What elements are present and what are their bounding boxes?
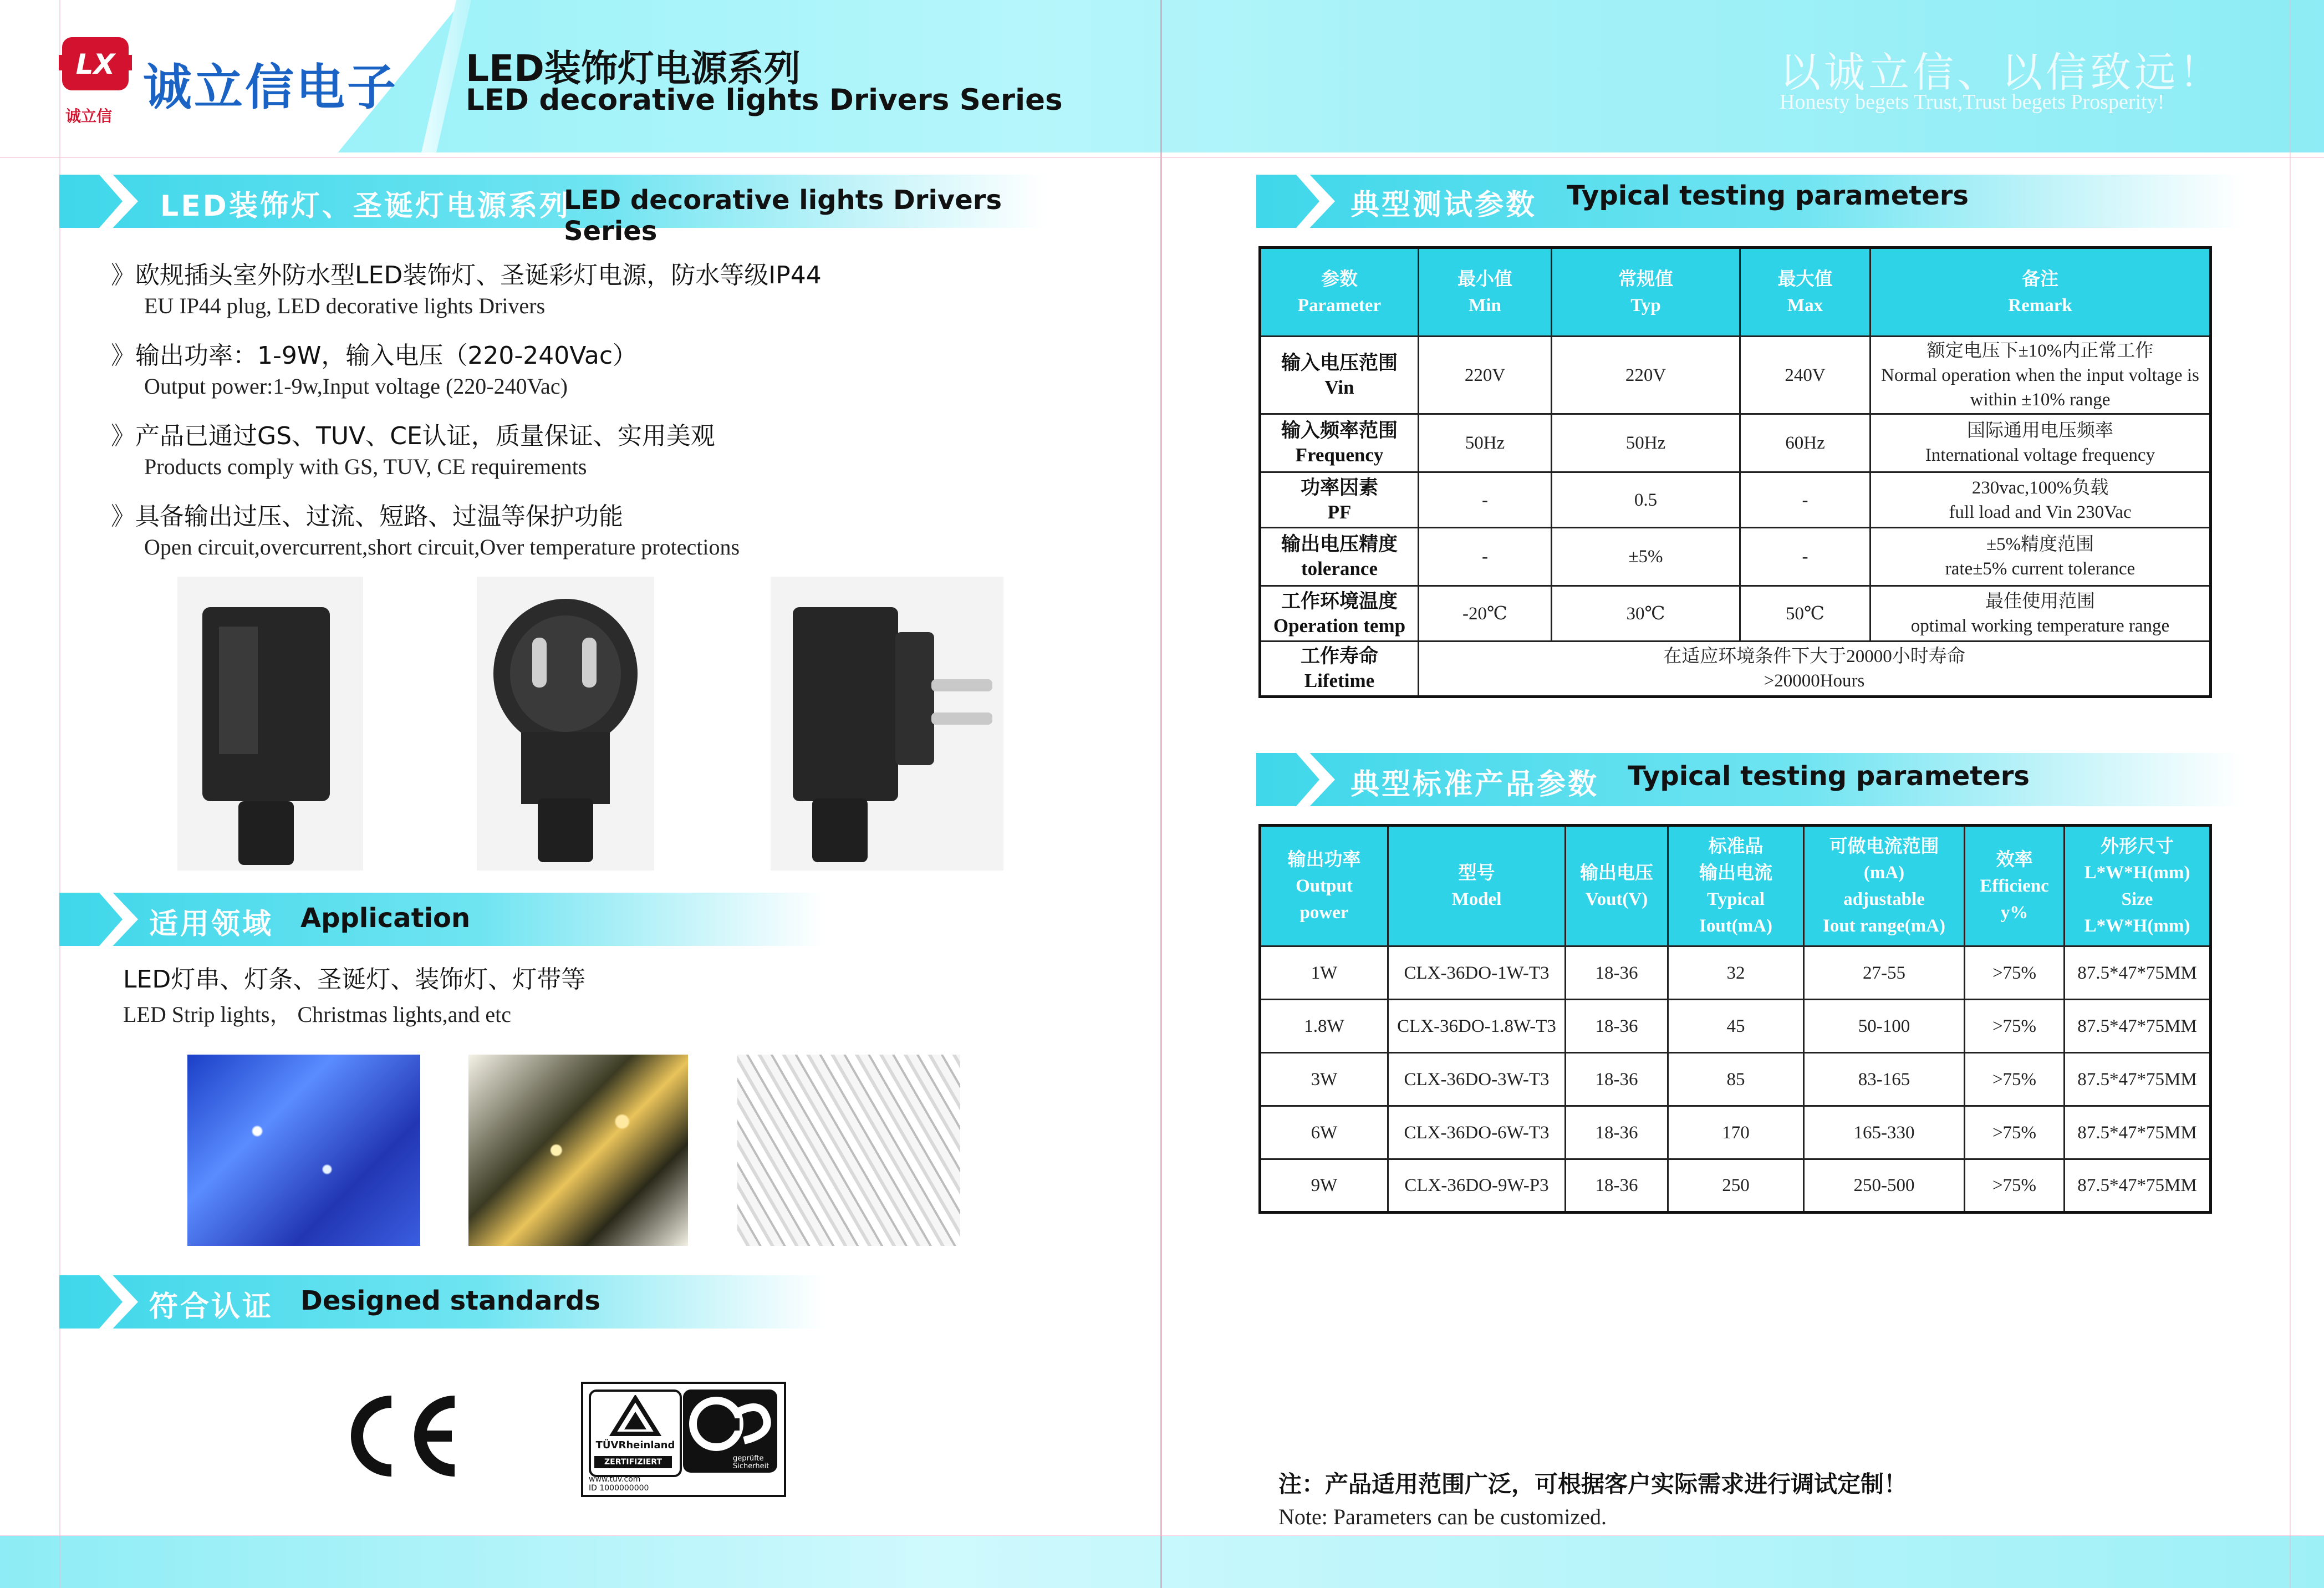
th-line: Efficienc	[1980, 876, 2049, 896]
th-line: 效率	[1996, 848, 2033, 870]
th-typ	[1552, 248, 1740, 337]
cell-model: CLX-36DO-3W-T3	[1388, 1053, 1566, 1106]
tuv-cert: ZERTIFIZIERT	[594, 1456, 672, 1468]
cell-vout: 18-36	[1566, 1000, 1668, 1053]
th-line: 输出电流	[1699, 862, 1772, 883]
th-en: Remark	[2008, 296, 2072, 315]
chevron-right-icon	[99, 1275, 138, 1329]
th-output-power	[1260, 826, 1388, 946]
remark-cn: 国际通用电压频率	[1967, 421, 2113, 441]
cell-max: 50℃	[1740, 586, 1871, 642]
feature-cn: 》输出功率：1-9W，输入电压（220-240Vac）	[111, 342, 638, 370]
section-title-cn: 典型测试参数	[1350, 189, 1537, 222]
remark-en: Normal operation when the input voltage is within ±10% range	[1881, 365, 2199, 410]
th-line: Model	[1451, 889, 1502, 909]
feature-en: Products comply with GS, TUV, CE requirements	[144, 454, 587, 479]
cell-min: -20℃	[1419, 586, 1552, 642]
cell-size: 87.5*47*75MM	[2065, 1106, 2211, 1159]
brand-name: 诚立信电子	[143, 59, 399, 116]
cell-model: CLX-36DO-6W-T3	[1388, 1106, 1566, 1159]
th-line: y%	[2000, 903, 2029, 923]
param-cn: 输入电压范围	[1281, 352, 1398, 374]
tuv-brand: TÜVRheinland	[595, 1439, 675, 1451]
tuv-id: ID 1000000000	[589, 1484, 649, 1493]
cell-eff: >75%	[1965, 1159, 2065, 1213]
table-row	[1260, 1106, 2211, 1159]
footer-band	[0, 1536, 2324, 1588]
cell-iout: 250	[1668, 1159, 1804, 1213]
table-row-lifetime	[1260, 642, 2211, 697]
cell-vout: 18-36	[1566, 1159, 1668, 1213]
remark-cn: 最佳使用范围	[1985, 591, 2095, 612]
product-photo-side	[771, 577, 1003, 871]
feature-cn: 》欧规插头室外防水型LED装饰灯、圣诞彩灯电源，防水等级IP44	[111, 261, 822, 289]
th-cn: 最大值	[1777, 268, 1833, 289]
chevron-right-icon	[1296, 753, 1335, 806]
section-title-cn: 典型标准产品参数	[1350, 768, 1599, 801]
remark-en: optimal working temperature range	[1910, 615, 2170, 636]
th-line: Vout(V)	[1585, 889, 1648, 909]
section-title-cn: LED装饰灯、圣诞灯电源系列	[160, 190, 570, 223]
tuv-badge	[589, 1390, 682, 1477]
cell-range: 27-55	[1804, 946, 1965, 1000]
section-title-cn: 符合认证	[149, 1290, 274, 1324]
th-line: adjustable	[1843, 889, 1925, 909]
th-en: Max	[1787, 296, 1823, 315]
th-cn: 常规值	[1618, 268, 1673, 289]
page-spine	[1160, 0, 1162, 1588]
photo-warm-lights	[468, 1055, 688, 1246]
section-bar-standards	[59, 1275, 824, 1329]
trim-line-right	[2290, 0, 2291, 1588]
lifetime-cn: 在适应环境条件下大于20000小时寿命	[1663, 647, 1965, 666]
th-line: Output	[1296, 876, 1353, 896]
th-line: 输出功率	[1287, 848, 1361, 870]
section-title-en: LED decorative lights Drivers Series	[564, 185, 1002, 247]
remark-en: rate±5% current tolerance	[1945, 559, 2136, 579]
feature-en: Output power:1-9w,Input voltage (220-240Vac)	[144, 374, 568, 399]
feature-cn: 》产品已通过GS、TUV、CE认证，质量保证、实用美观	[111, 422, 715, 450]
th-min	[1419, 248, 1552, 337]
header-title-cn: LED装饰灯电源系列	[466, 47, 801, 90]
chevron-right-icon	[99, 893, 138, 946]
section-title-cn: 适用领域	[149, 908, 274, 941]
photo-white-lights	[737, 1055, 960, 1246]
remark-en: full load and Vin 230Vac	[1949, 502, 2132, 522]
trim-line-top	[0, 157, 2324, 158]
feature-en: Open circuit,overcurrent,short circuit,Over temperature protections	[144, 535, 740, 559]
cell-eff: >75%	[1965, 946, 2065, 1000]
cell-size: 87.5*47*75MM	[2065, 1159, 2211, 1213]
tuv-gs-mark-icon	[581, 1382, 786, 1497]
cell-size: 87.5*47*75MM	[2065, 1000, 2211, 1053]
cell-iout: 45	[1668, 1000, 1804, 1053]
th-cn: 最小值	[1457, 268, 1512, 289]
th-iout	[1668, 826, 1804, 946]
th-size	[2065, 826, 2211, 946]
table-row	[1260, 414, 2211, 472]
test-params-table	[1258, 246, 2212, 698]
cell-eff: >75%	[1965, 1053, 2065, 1106]
th-line: 外形尺寸	[2101, 835, 2174, 857]
trim-line-left	[59, 0, 60, 1588]
product-photo-front	[177, 577, 363, 871]
chevron-right-icon	[99, 175, 138, 228]
cell-eff: >75%	[1965, 1106, 2065, 1159]
cell-range: 50-100	[1804, 1000, 1965, 1053]
th-en: Parameter	[1297, 296, 1382, 315]
section-bar-test-params	[1256, 175, 2243, 228]
note-cn: 注：产品适用范围广泛，可根据客户实际需求进行调试定制！	[1278, 1470, 1908, 1498]
application-cn: LED灯串、灯条、圣诞灯、装饰灯、灯带等	[123, 965, 586, 994]
th-max	[1740, 248, 1871, 337]
photo-blue-lights	[187, 1055, 420, 1246]
cell-power: 1.8W	[1260, 1000, 1388, 1053]
cell-model: CLX-36DO-9W-P3	[1388, 1159, 1566, 1213]
remark-cn: 额定电压下±10%内正常工作	[1927, 340, 2154, 361]
cell-size: 87.5*47*75MM	[2065, 946, 2211, 1000]
brand-sub: 诚立信	[65, 107, 113, 125]
remark-en: International voltage frequency	[1925, 445, 2155, 465]
ce-mark-icon	[348, 1392, 465, 1480]
th-line: L*W*H(mm)	[2084, 863, 2190, 883]
param-en: Lifetime	[1304, 670, 1375, 691]
cell-typ: 220V	[1552, 337, 1740, 414]
feature-en: EU IP44 plug, LED decorative lights Drivers	[144, 293, 546, 318]
note-en: Note: Parameters can be customized.	[1278, 1504, 1607, 1529]
th-line: Iout(mA)	[1699, 916, 1772, 936]
th-iout-range	[1804, 826, 1965, 946]
section-bar-product-params	[1256, 753, 2243, 806]
section-title-en: Typical testing parameters	[1567, 180, 1969, 211]
th-parameter	[1260, 248, 1419, 337]
param-en: PF	[1327, 501, 1352, 523]
cell-max: 60Hz	[1740, 414, 1871, 472]
th-en: Typ	[1630, 296, 1661, 315]
param-en: Vin	[1324, 376, 1354, 398]
th-cn: 参数	[1321, 268, 1358, 289]
th-line: Size L*W*H(mm)	[2084, 889, 2190, 936]
product-photo-plug	[477, 577, 654, 871]
application-en: LED Strip lights， Christmas lights,and etc	[123, 1002, 511, 1027]
cell-iout: 32	[1668, 946, 1804, 1000]
param-en: tolerance	[1301, 558, 1378, 579]
section-bar-application	[59, 893, 824, 946]
cell-min: -	[1419, 472, 1552, 528]
cell-power: 1W	[1260, 946, 1388, 1000]
tuv-url: www.tuv.com	[589, 1475, 641, 1484]
section-bar-drivers	[59, 175, 1046, 247]
cell-model: CLX-36DO-1W-T3	[1388, 946, 1566, 1000]
gs-label: geprüfte Sicherheit	[733, 1454, 769, 1470]
cell-model: CLX-36DO-1.8W-T3	[1388, 1000, 1566, 1053]
remark-cn: 230vac,100%负载	[1971, 477, 2109, 498]
th-line: 型号	[1458, 862, 1495, 883]
table-row	[1260, 1159, 2211, 1213]
table-header-row	[1260, 248, 2211, 337]
cell-min: 220V	[1419, 337, 1552, 414]
cell-min: -	[1419, 528, 1552, 586]
table-row	[1260, 586, 2211, 642]
trim-line-bottom	[0, 1535, 2324, 1536]
cell-typ: 30℃	[1552, 586, 1740, 642]
table-row	[1260, 528, 2211, 586]
cell-range: 250-500	[1804, 1159, 1965, 1213]
param-en: Frequency	[1295, 444, 1384, 466]
section-title-en: Typical testing parameters	[1628, 761, 2030, 792]
th-line: Typical	[1707, 889, 1765, 909]
cell-vout: 18-36	[1566, 1053, 1668, 1106]
product-params-table	[1258, 824, 2212, 1214]
th-line: power	[1299, 903, 1349, 923]
table-row	[1260, 946, 2211, 1000]
cell-vout: 18-36	[1566, 1106, 1668, 1159]
th-line: 可做电流范围	[1829, 835, 1939, 857]
param-cn: 功率因素	[1300, 476, 1378, 499]
th-efficiency	[1965, 826, 2065, 946]
slogan-cn: 以诚立信、以信致远！	[1780, 50, 2223, 96]
cell-typ: 50Hz	[1552, 414, 1740, 472]
param-cn: 工作环境温度	[1281, 590, 1398, 613]
th-cn: 备注	[2022, 268, 2058, 289]
th-line: (mA)	[1863, 863, 1905, 883]
chevron-right-icon	[1296, 175, 1335, 228]
cell-power: 3W	[1260, 1053, 1388, 1106]
gs-badge	[683, 1390, 777, 1473]
cell-iout: 170	[1668, 1106, 1804, 1159]
header-title-en: LED decorative lights Drivers Series	[466, 83, 1063, 117]
lifetime-en: >20000Hours	[1764, 671, 1865, 691]
th-remark	[1871, 248, 2211, 337]
cell-power: 6W	[1260, 1106, 1388, 1159]
logo-mark: LX	[75, 48, 115, 80]
cell-typ: 0.5	[1552, 472, 1740, 528]
cell-iout: 85	[1668, 1053, 1804, 1106]
cell-max: 240V	[1740, 337, 1871, 414]
param-en: Operation temp	[1273, 614, 1406, 637]
brand-logo-icon	[58, 34, 133, 94]
feature-list	[111, 255, 1109, 560]
table-row	[1260, 472, 2211, 528]
cell-power: 9W	[1260, 1159, 1388, 1213]
slogan-en: Honesty begets Trust,Trust begets Prosperity!	[1780, 90, 2165, 114]
table-header-row	[1260, 826, 2211, 946]
cell-vout: 18-36	[1566, 946, 1668, 1000]
cell-range: 83-165	[1804, 1053, 1965, 1106]
table-row	[1260, 1053, 2211, 1106]
th-en: Min	[1469, 296, 1501, 315]
param-cn: 工作寿命	[1300, 645, 1378, 668]
th-line: 标准品	[1708, 835, 1764, 857]
cell-eff: >75%	[1965, 1000, 2065, 1053]
table-row	[1260, 1000, 2211, 1053]
cell-min: 50Hz	[1419, 414, 1552, 472]
param-cn: 输入频率范围	[1281, 420, 1398, 442]
th-vout	[1566, 826, 1668, 946]
cell-max: -	[1740, 528, 1871, 586]
section-title-en: Designed standards	[300, 1285, 601, 1316]
feature-cn: 》具备输出过压、过流、短路、过温等保护功能	[111, 502, 623, 531]
cell-range: 165-330	[1804, 1106, 1965, 1159]
th-line: 输出电压	[1580, 862, 1653, 883]
cell-max: -	[1740, 472, 1871, 528]
table-row	[1260, 337, 2211, 414]
cell-typ: ±5%	[1552, 528, 1740, 586]
section-title-en: Application	[300, 903, 471, 934]
cell-size: 87.5*47*75MM	[2065, 1053, 2211, 1106]
param-cn: 输出电压精度	[1281, 533, 1398, 556]
remark-cn: ±5%精度范围	[1986, 535, 2094, 554]
th-model	[1388, 826, 1566, 946]
th-line: Iout range(mA)	[1823, 916, 1945, 936]
